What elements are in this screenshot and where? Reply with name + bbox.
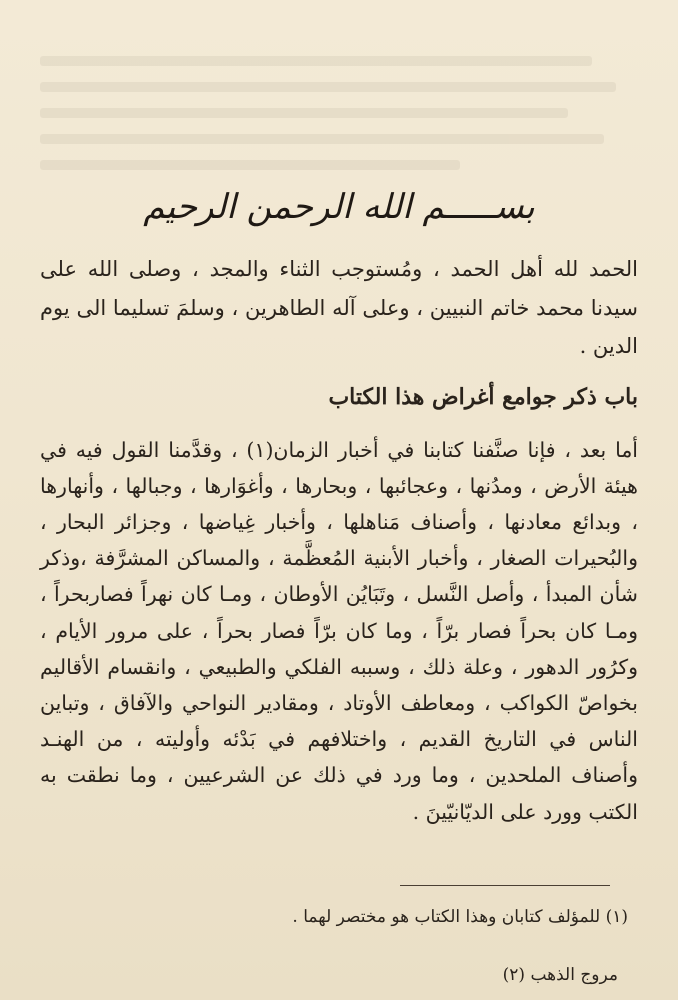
basmala-text: بســـــم الله الرحمن الرحيم: [143, 187, 535, 227]
footnote: (١) للمؤلف كتابان وهذا الكتاب هو مختصر لهما .: [292, 907, 628, 927]
footnote-rule: [400, 885, 610, 886]
main-text: [40, 250, 638, 830]
basmala-header: [0, 172, 678, 242]
body-paragraph: أما بعد ، فإنا صنَّفنا كتابنا في أخبار الزمان(١) ، وقدَّمنا القول فيه في هيئة الأرض ، ومدُنها ، وعجائبها ، وبحارها ، وأغوَارها ، وجبالها ، وأنهارها ، وبدائع معادنها ، وأصناف مَناهلها ، وأخبار غِياضها ، وجزائر البحار ، والبُحيرات الصغار ، وأخبار الأبنية المُعظَّمة ، والمساكن المشرَّفة ،وذكر شأن المبدأ ، وأصل النَّسل ، وتَبَايُن الأوطان ، ومـا كان نهراً فصاربحراً ، ومـا كان بحراً فصار برّاً ، وما كان برّاً فصار بحراً ، على مرور الأيام ، وكرُور الدهور ، وعلة ذلك ، وسببه الفلكي والطبيعي ، وانقسام الأقاليم بخواصّ الكواكب ، ومعاطف الأوتاد ، ومقادير النواحي والآفاق ، وتباين الناس في التاريخ القديم ، واختلافهم في بَدْئه وأوليته ، من الهنـد وأصناف الملحدين ، وما ورد في ذلك عن الشرعيين ، وما نطقت به الكتب وورد على الديّانيّينَ .: [40, 437, 638, 824]
intro-paragraph: الحمد لله أهل الحمد ، ومُستوجب الثناء والمجد ، وصلى الله على سيدنا محمد خاتم النبيين ، وعلى آله الطاهرين ، وسلمَ تسليما الى يوم الدين .: [40, 257, 638, 358]
running-footer: مروج الذهب (٢): [502, 965, 618, 985]
chapter-heading: باب ذكر جوامع أغراض هذا الكتاب: [328, 383, 638, 410]
